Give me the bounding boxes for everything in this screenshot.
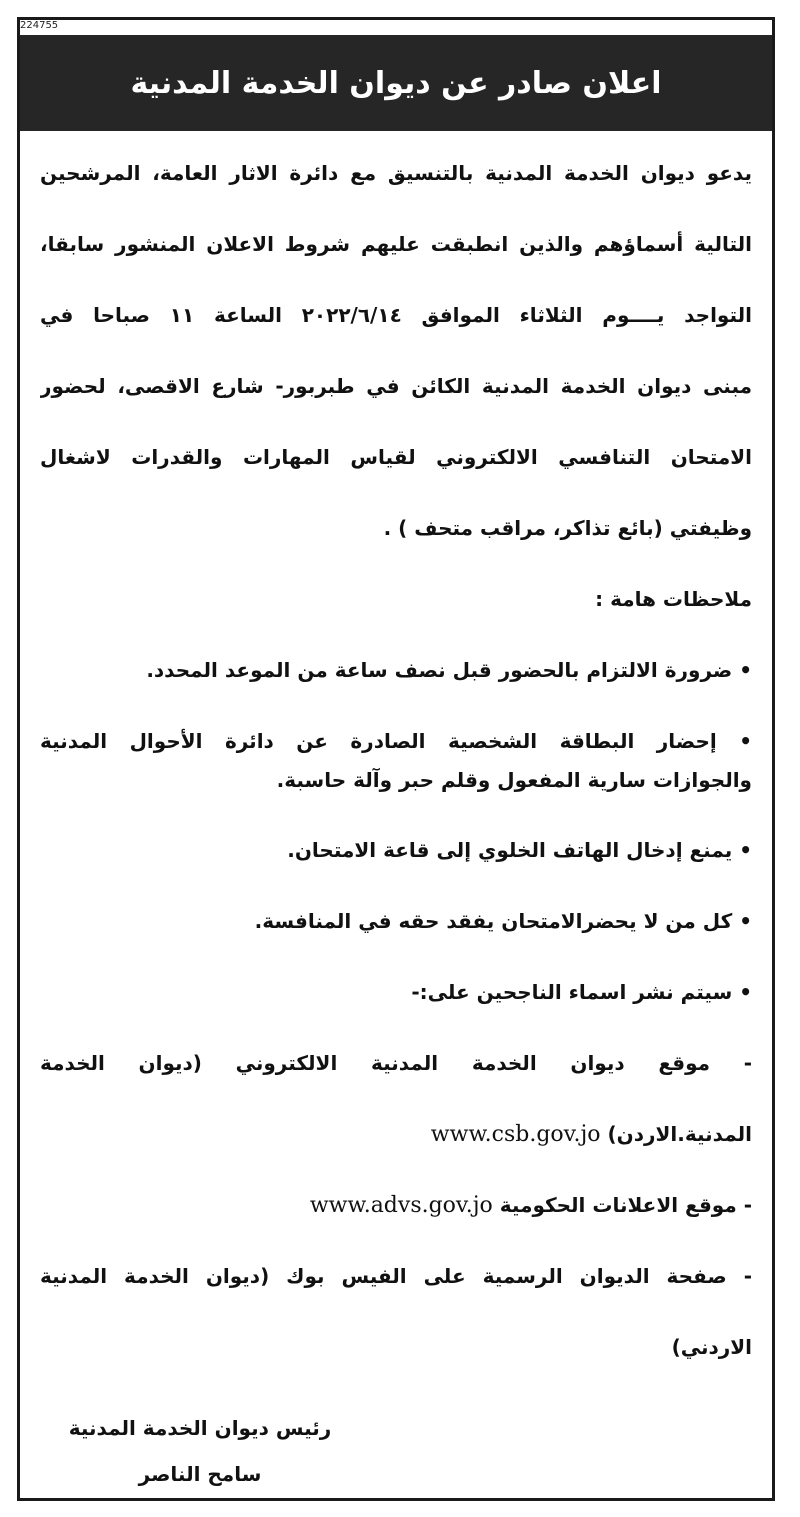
csb-url-link[interactable]: www.csb.gov.jo: [430, 1122, 601, 1147]
intro-line: الامتحان التنافسي الالكتروني لقياس المهارات والقدرات لاشغال: [40, 445, 752, 469]
announcement-title: اعلان صادر عن ديوان الخدمة المدنية: [20, 35, 772, 131]
site-csb-line: [40, 1099, 752, 1170]
advs-url-link[interactable]: www.advs.gov.jo: [309, 1193, 493, 1218]
intro-line: يدعو ديوان الخدمة المدنية بالتنسيق مع دائرة الاثار العامة، المرشحين: [40, 161, 752, 185]
announcement-frame: [17, 17, 775, 1501]
intro-line: التواجد يــــوم الثلاثاء الموافق ٢٠٢٢/٦/١٤ الساعة ١١ صباحا في: [40, 303, 752, 327]
site-facebook-line: الاردني): [671, 1335, 752, 1359]
note-bullet: • ضرورة الالتزام بالحضور قبل نصف ساعة من الموعد المحدد.: [146, 658, 752, 682]
note-bullet: • سيتم نشر اسماء الناجحين على:-: [411, 980, 752, 1004]
intro-line: التالية أسماؤهم والذين انطبقت عليهم شروط الاعلان المنشور سابقا،: [40, 232, 752, 256]
signatory-title: رئيس ديوان الخدمة المدنية: [68, 1416, 332, 1440]
note-bullet: • إحضار البطاقة الشخصية الصادرة عن دائرة الأحوال المدنية: [40, 729, 752, 753]
site-csb-label: المدنية.الاردن): [607, 1122, 752, 1146]
notes-heading: ملاحظات هامة :: [595, 587, 752, 611]
announcement-body: [40, 138, 752, 1383]
signatory-name: سامح الناصر: [138, 1462, 262, 1486]
note-bullet: • كل من لا يحضرالامتحان يفقد حقه في المنافسة.: [254, 909, 752, 933]
note-bullet-continuation: والجوازات سارية المفعول وقلم حبر وآلة حاسبة.: [276, 768, 752, 792]
site-csb-line: - موقع ديوان الخدمة المدنية الالكتروني (ديوان الخدمة: [40, 1051, 752, 1075]
site-advs-label: - موقع الاعلانات الحكومية: [499, 1193, 752, 1217]
intro-line: مبنى ديوان الخدمة المدنية الكائن في طبربور- شارع الاقصى، لحضور: [40, 374, 752, 398]
site-advs-line: [40, 1170, 752, 1241]
ad-reference-number: 224755: [20, 20, 59, 31]
site-facebook-line: - صفحة الديوان الرسمية على الفيس بوك (ديوان الخدمة المدنية: [40, 1264, 752, 1288]
signature-block: [40, 1405, 360, 1497]
intro-line: وظيفتي (بائع تذاكر، مراقب متحف ) .: [383, 516, 752, 540]
note-bullet: • يمنع إدخال الهاتف الخلوي إلى قاعة الامتحان.: [287, 838, 752, 862]
